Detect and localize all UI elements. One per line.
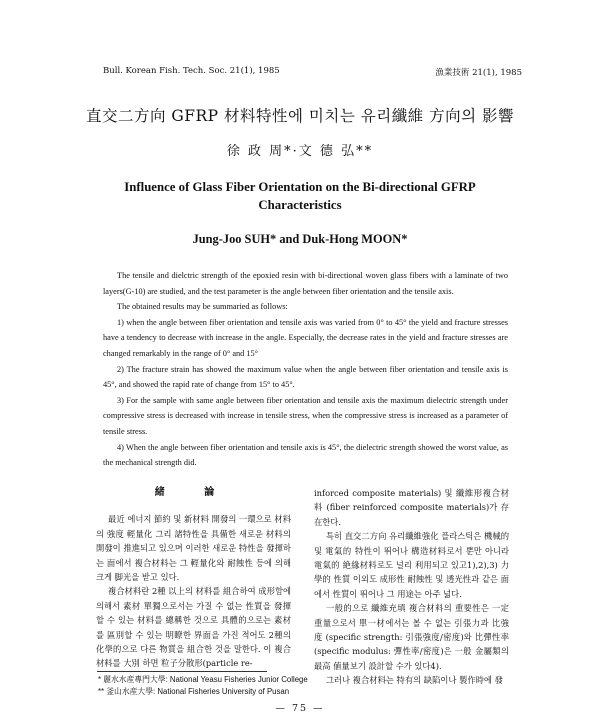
abstract-paragraph: The tensile and dielctric strength of the epoxied resin with bi-directional woven glass fibers with a laminate of two layers(G-10) are studied, and the test parameter is the angle between fiber orientation and the tensile axis. — [103, 271, 508, 296]
paper-title-korean: 直交二方向 GFRP 材料特性에 미치는 유리纖維 方向의 影響 — [85, 107, 515, 125]
footnotes — [98, 674, 308, 698]
authors-english: Jung-Joo SUH* and Duk-Hong MOON* — [192, 232, 408, 246]
abstract-result: 3) For the sample with same angle between fiber orientation and tensile axis the maximum dielectric strength under compressive stress is decreased with increase in tensile stress, when the compressive stress is increased as a parameter of tensile stress. — [103, 395, 508, 436]
journal-citation-right: 漁業技術 21(1), 1985 — [435, 68, 522, 78]
body-paragraph: 複合材料란 2種 以上의 材料를 組合하여 成形함에 의해서 素材 單獨으로서는 가질 수 없는 性質을 發揮할 수 있는 材料를 總稱한 것으로 具體的으로는 素材를 區別할 수 있는 明瞭한 界面을 가진 적어도 2種의 化學的으로 다른 物質을 組合한 것을 말한다. 이 複合材料를 大別 하면 粒子分散形(particle re- — [96, 586, 291, 669]
abstract-result: 2) The fracture strain has showed the maximum value when the angle between fiber orientation and tensile axis is 45°, and showed the rapid rate of change from 15° to 45°. — [103, 364, 508, 390]
footnote-divider — [97, 671, 267, 672]
body-column-left — [96, 486, 291, 671]
paper-title-english: Influence of Glass Fiber Orientation on the Bi-directional GFRP Characteristics — [124, 180, 476, 212]
body-paragraph: 그러나 複合材料는 特有의 缺陷이나 製作時에 發 — [326, 675, 503, 686]
abstract — [103, 268, 508, 471]
page-number: — 75 — — [275, 703, 325, 714]
body-paragraph: 最近 에너지 節約 및 新材料 開發의 一環으로 材料의 強度 輕量化 그리 諸特性을 具備한 새로운 材料의 開發이 推進되고 있으며 이러한 새로운 特性을 發揮하는 面에서 複合材料는 그 輕量化와 耐蝕性 등에 의해 크게 脚光을 받고 있다. — [96, 514, 291, 583]
abstract-result: 1) when the angle between fiber orientation and tensile axis was varied from 0° to 45° the yield and fracture stresses have a tendency to decrease with increase in the angle. Especially, the decrease rates in the yield and fracture stresses are changed remarkably in the range of 0° and 15° — [103, 317, 508, 358]
section-heading-introduction: 緒 論 — [154, 487, 233, 498]
body-paragraph: inforced composite materials) 및 纖維形複合材料 (fiber reinforced composite materials)가 存在한다. — [314, 488, 509, 527]
authors-korean: 徐 政 周*·文 德 弘** — [226, 144, 374, 159]
footnote-affiliation: ** 釜山水産大學: National Fisheries University of Pusan — [98, 687, 290, 696]
abstract-result: 4) When the angle between fiber orientation and tensile axis is 45°, the dielectric strength showed the worst value, as the mechanical strength did. — [103, 442, 508, 468]
body-column-right — [314, 486, 509, 688]
abstract-paragraph: The obtained results may be summaried as follows: — [117, 302, 288, 312]
body-paragraph: 一般的으로 纖維充填 複合材料의 重要性은 一定 重量으로서 單一材에서는 볼 수 없는 引張力과 比強度 (specific strength: 引張強度/密度)와 比彈性率(specific modulus: 彈性率/密度)은 一般 金屬類의 最高 値量보기 設計할 수가 있다4). — [314, 603, 509, 671]
footnote-affiliation: * 麗水水産專門大學: National Yeasu Fisheries Junior College — [98, 675, 308, 684]
journal-citation-left: Bull. Korean Fish. Tech. Soc. 21(1), 1985 — [103, 66, 280, 76]
body-paragraph: 특히 直交二方向 유리纖維強化 플라스틱은 機械的 및 電氣的 特性이 뛰어나 構造材料로서 뿐만 아니라 電氣的 絶緣材料로도 널리 利用되고 있고1),2),3) 力學的 性質 이외도 成形性 耐蝕性 및 透光性과 같은 面에서 性質이 뛰어나 그 用途는 아주 넓다. — [314, 531, 509, 599]
